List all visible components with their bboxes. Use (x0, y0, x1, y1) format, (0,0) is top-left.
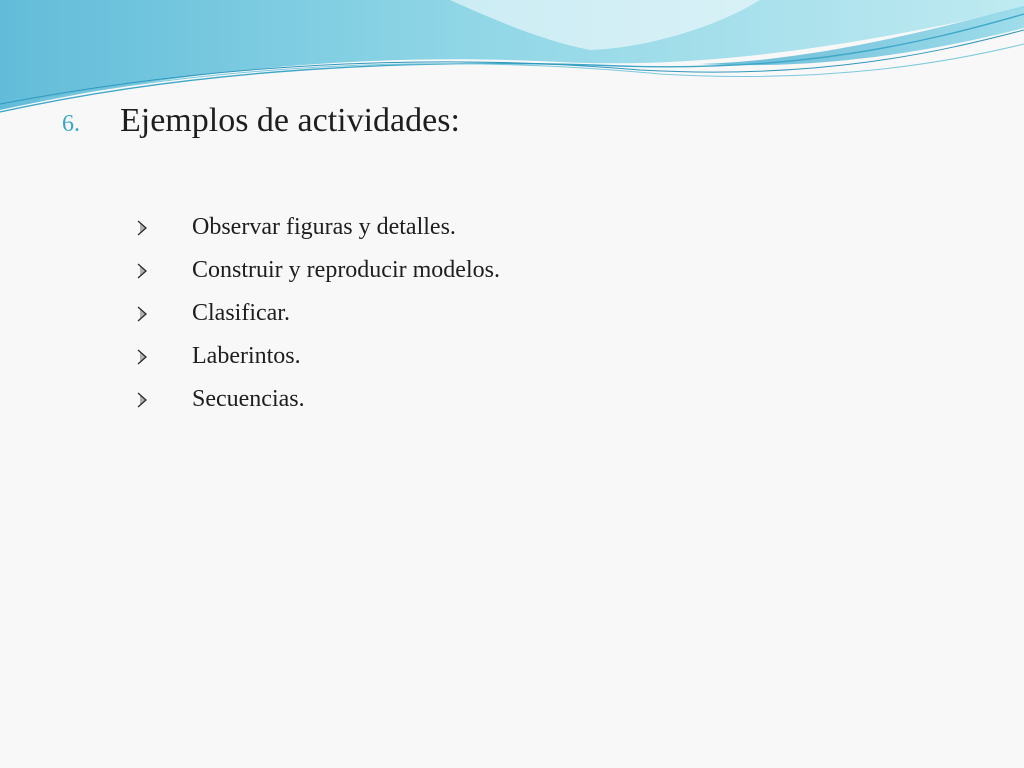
list-item (130, 378, 500, 421)
bullet-list (130, 206, 500, 421)
slide-heading (62, 102, 460, 152)
arrow-bullet-icon (134, 305, 152, 323)
heading-title: Ejemplos de actividades: (120, 102, 460, 139)
bullet-text: Laberintos. (192, 343, 301, 369)
arrow-bullet-icon (134, 348, 152, 366)
arrow-bullet-icon (134, 391, 152, 409)
bullet-text: Clasificar. (192, 300, 290, 326)
arrow-bullet-icon (134, 262, 152, 280)
list-item (130, 206, 500, 249)
bullet-text: Construir y reproducir modelos. (192, 257, 500, 283)
bullet-text: Observar figuras y detalles. (192, 214, 456, 240)
heading-number: 6. (62, 111, 80, 137)
list-item (130, 249, 500, 292)
list-item (130, 292, 500, 335)
bullet-text: Secuencias. (192, 386, 305, 412)
arrow-bullet-icon (134, 219, 152, 237)
list-item (130, 335, 500, 378)
